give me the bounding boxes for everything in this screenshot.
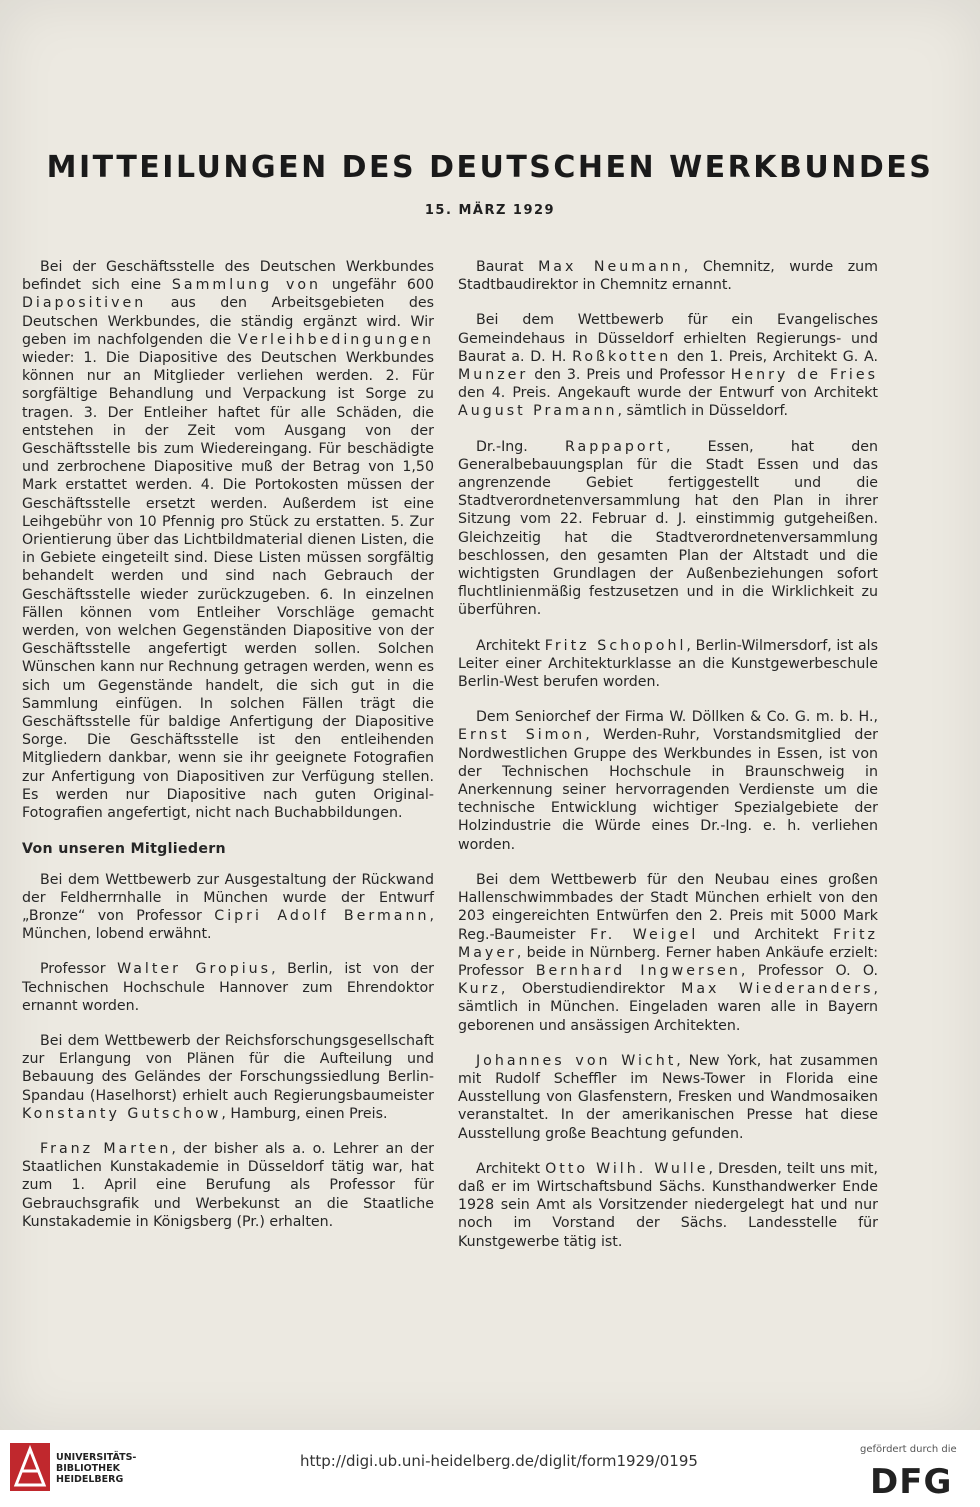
paragraph-gemeindehaus: Bei dem Wettbewerb für ein Evangelisches Gemeindehaus in Düsseldorf erhielten Regierungs- und Baurat a. D. H. Roßkotten den 1. Preis, Architekt G. A. Munzer den 3. Preis und Professor Henry de Fries den 4. Preis. Angekauft wurde der Entwurf von Architekt August Pramann, sämtlich in Düsseldorf. xyxy=(458,312,878,420)
left-column xyxy=(22,258,434,1248)
permalink-url[interactable]: http://digi.ub.uni-heidelberg.de/diglit/form1929/0195 xyxy=(300,1452,698,1470)
paragraph-bermann: Bei dem Wettbewerb zur Ausgestaltung der Rückwand der Feldherrnhalle in München wurde der Entwurf „Bronze“ von Professor Cipri Adolf Bermann, München, lobend erwähnt. xyxy=(22,871,434,943)
paragraph-neumann: Baurat Max Neumann, Chemnitz, wurde zum Stadtbaudirektor in Chemnitz ernannt. xyxy=(458,259,878,294)
paragraph-schwimmbad: Bei dem Wettbewerb für den Neubau eines großen Hallenschwimmbades der Stadt München erhielt von den 203 eingereichten Entwürfen den 2. Preis mit 5000 Mark Reg.-Baumeister Fr. Weigel und Architekt Fritz Mayer, beide in Nürnberg. Ferner haben Ankäufe erzielt: Professor Bernhard Ingwersen, Professor O. O. Kurz, Oberstudiendirektor Max Wiederanders, sämtlich in München. Eingeladen waren alle in Bayern geborenen und ansässigen Architekten. xyxy=(458,871,878,1034)
paragraph-gropius: Professor Walter Gropius, Berlin, ist von der Technischen Hochschule Hannover zum Ehrendoktor ernannt worden. xyxy=(22,961,435,1014)
paragraph-wicht: Johannes von Wicht, New York, hat zusammen mit Rudolf Scheffler im News-Tower in Florida eine Ausstellung von Glasfenstern, Fresken und Wandmosaiken veranstaltet. In der amerikanischen Presse hat diese Ausstellung große Beachtung gefunden. xyxy=(458,1052,878,1142)
paragraph-diapositive: Bei der Geschäftsstelle des Deutschen Werkbundes befindet sich eine Sammlung von ungefähr 600 Diapositiven aus den Arbeitsgebieten des Deutschen Werkbundes, die ständig ergänzt wird. Wir geben im nachfolgenden die Verleihbedingungen wieder: 1. Die Diapositive des Deutschen Werkbundes können nur an Mitglieder verliehen werden. 2. Für sorgfältige Behandlung und Verpackung ist Sorge zu tragen. 3. Der Entleiher haftet für alle Schäden, die entstehen in der Zeit vom Ausgang von der Geschäftsstelle bis zum Wiedereingang. Für beschädigte und zerbrochene Diapositive muß der Betrag von 1,50 Mark erstattet werden. 4. Die Portokosten müssen der Geschäftsstelle ersetzt werden. Außerdem ist eine Leihgebühr von 10 Pfennig pro Stück zu erstatten. 5. Zur Orientierung über das Lichtbildmaterial dienen Listen, die in Gebiete eingeteilt sind. Diese Listen müssen sorgfältig behandelt werden und sind nach Gebrauch der Geschäftsstelle wieder zurückzugeben. 6. In einzelnen Fällen können vom Entleiher Vorschläge gemacht werden, von welchen Gegenständen Diapositive von der Geschäftsstelle angefertigt werden sollen. Solchen Wünschen kann nur Rechnung getragen werden, wenn es sich um Gegenstände handelt, die sich gut in die Sammlung einfügen. In solchen Fällen trägt die Geschäftsstelle für baldige Anfertigung der Diapositive Sorge. Die Geschäftsstelle ist den entleihenden Mitgliedern dankbar, wenn sie ihr geeignete Fotografien zur Anfertigung von Diapositiven zur Verfügung stellen. Es werden nur Diapositive nach guten Original-Fotografien angefertigt, nicht nach Buchabbildungen. xyxy=(22,259,434,822)
issue-date: 15. MÄRZ 1929 xyxy=(424,203,556,218)
library-name[interactable]: UNIVERSITÄTS- BIBLIOTHEK HEIDELBERG xyxy=(56,1452,137,1485)
funding-caption: gefördert durch die xyxy=(860,1444,957,1455)
paragraph-rappaport: Dr.-Ing. Rappaport, Essen, hat den Generalbebauungsplan für die Stadt Essen und das angrenzende Gebiet fertiggestellt und die Stadtverordnetenversammlung hat den Plan in ihrer Sitzung vom 22. Februar d. J. einstimmig gutgeheißen. Gleichzeitig hat die Stadtverordnetenversammlung beschlossen, den gesamten Plan der Altstadt und die wichtigsten Grundlagen der Außenbeziehungen sofort fluchtlinienmäßig festzusetzen und in die Wirklichkeit zu überführen. xyxy=(458,438,878,619)
ub-heidelberg-logo-icon[interactable] xyxy=(8,1441,52,1497)
paragraph-schopohl: Architekt Fritz Schopohl, Berlin-Wilmersdorf, ist als Leiter einer Architekturklasse an die Kunstgewerbeschule Berlin-West berufen worden. xyxy=(458,637,879,691)
paragraph-marten: Franz Marten, der bisher als a. o. Lehrer an der Staatlichen Kunstakademie in Düsseldorf tätig war, hat zum 1. April eine Berufung als Professor für Gebrauchsgrafik und Werbekunst an die Staatliche Kunstakademie in Königsberg (Pr.) erhalten. xyxy=(22,1140,434,1230)
paragraph-simon: Dem Seniorchef der Firma W. Döllken & Co. G. m. b. H., Ernst Simon, Werden-Ruhr, Vorstandsmitglied der Nordwestlichen Gruppe des Werkbundes in Essen, ist von der Technischen Hochschule in Braunschweig in Anerkennung seiner hervorragenden Verdienste um die technische Entwicklung wichtiger Spezialgebiete der Holzindustrie die Würde eines Dr.-Ing. e. h. verliehen worden. xyxy=(458,709,878,853)
page-title: MITTEILUNGEN DES DEUTSCHEN WERKBUNDES xyxy=(46,150,934,185)
section-heading: Von unseren Mitgliedern xyxy=(22,841,226,858)
right-column xyxy=(458,258,878,1268)
dfg-logo[interactable]: DFG xyxy=(870,1462,953,1502)
paragraph-wulle: Architekt Otto Wilh. Wulle, Dresden, teilt uns mit, daß er im Wirtschaftsbund Sächs. Kunsthandwerker Ende 1928 sein Amt als Vorsitzender niedergelegt hat und nur noch im Vorstand der Sächs. Landesstelle für Kunstgewerbe tätig ist. xyxy=(458,1160,878,1250)
paragraph-gutschow: Bei dem Wettbewerb der Reichsforschungsgesellschaft zur Erlangung von Plänen für die Aufteilung und Bebauung des Geländes der Forschungssiedlung Berlin-Spandau (Haselhorst) erhielt auch Regierungsbaumeister Konstanty Gutschow, Hamburg, einen Preis. xyxy=(22,1032,434,1122)
